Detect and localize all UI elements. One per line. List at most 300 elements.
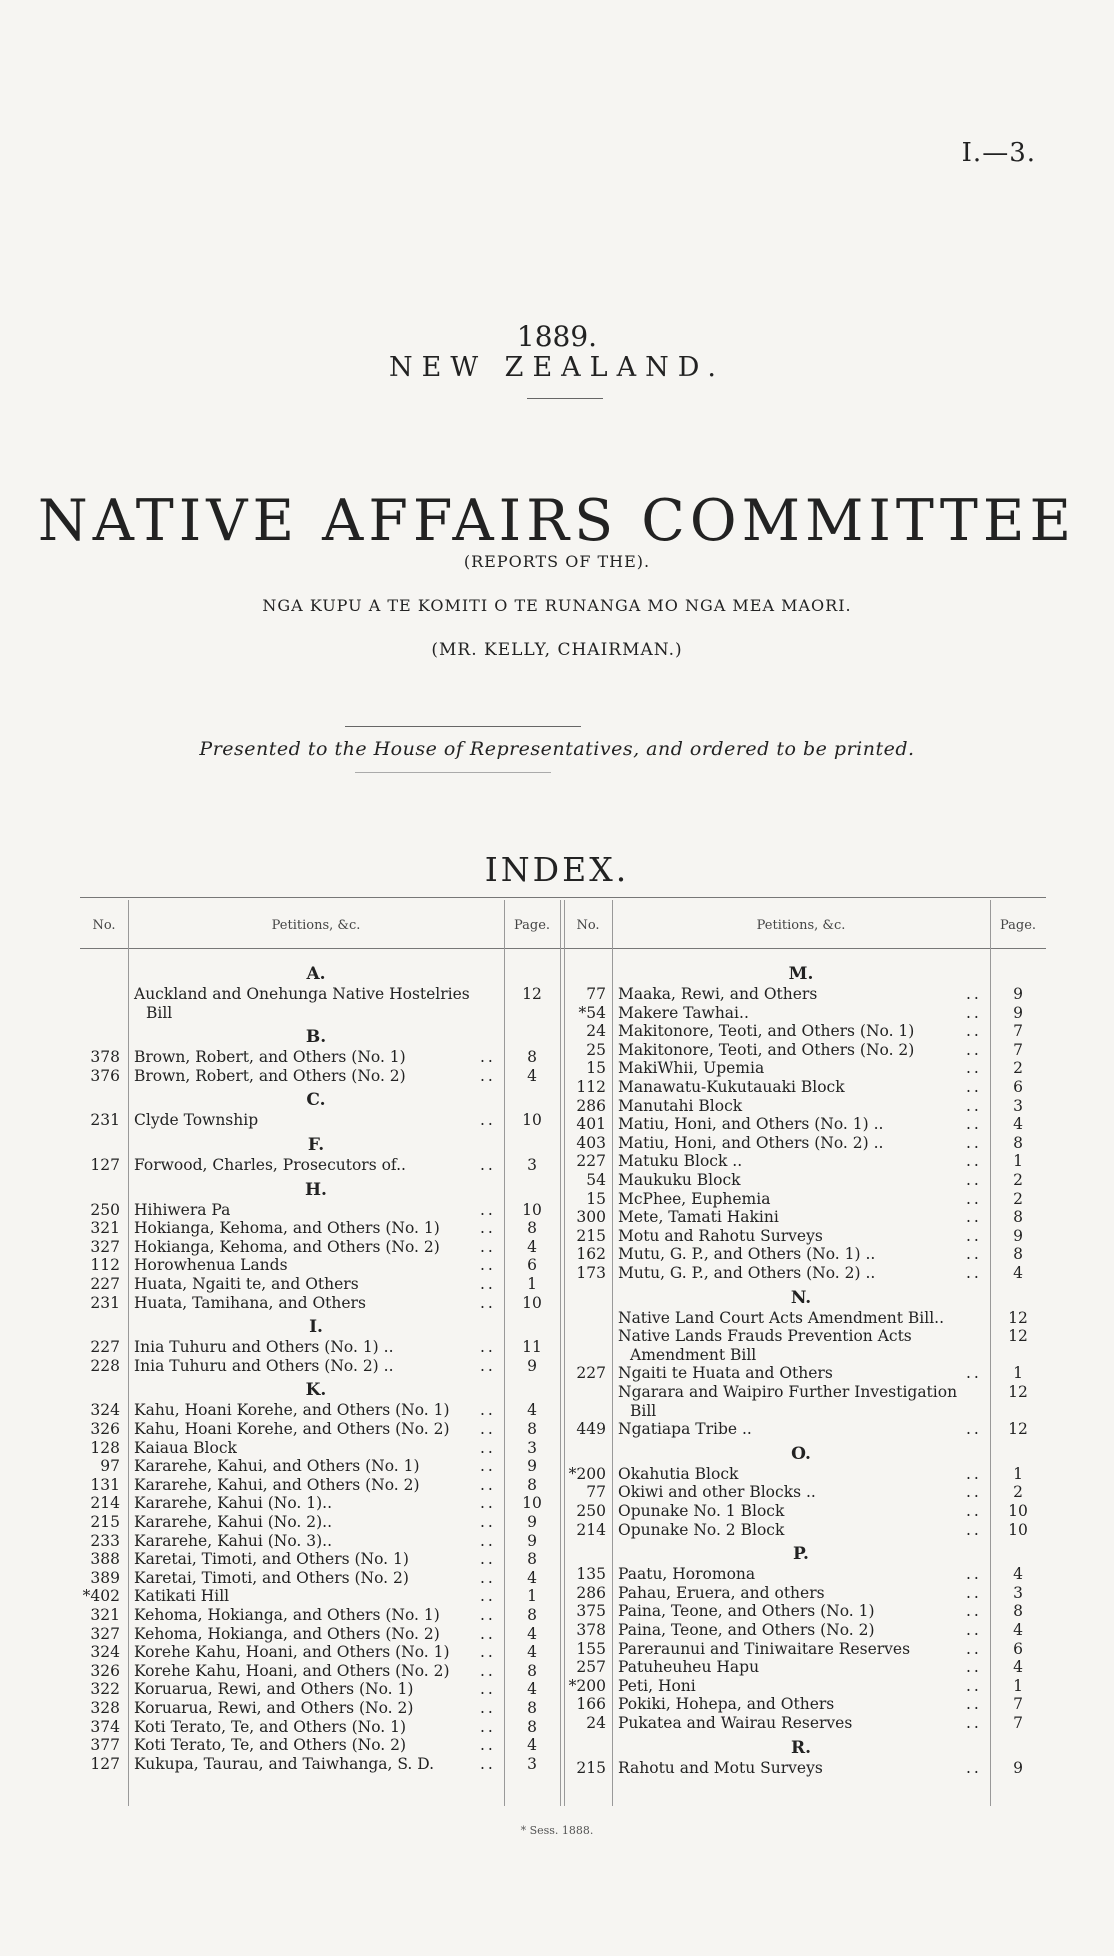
entry-number: 25 bbox=[586, 1040, 606, 1059]
entry-name: Peti, Honi bbox=[618, 1676, 696, 1695]
entry-page: 4 bbox=[1013, 1621, 1023, 1639]
entry-page: 4 bbox=[527, 1568, 537, 1587]
entry-name: Karetai, Timoti, and Others (No. 2) bbox=[134, 1568, 409, 1587]
entry-number: 77 bbox=[586, 1483, 606, 1502]
entry-name: Maukuku Block bbox=[618, 1171, 741, 1189]
entry-name: Pahau, Eruera, and others bbox=[618, 1583, 825, 1602]
entry-number: 321 bbox=[90, 1606, 120, 1624]
entry-number: 227 bbox=[90, 1338, 120, 1357]
leader-dots: .. bbox=[966, 1602, 982, 1621]
section-letter: K. bbox=[305, 1380, 327, 1401]
entry-name: Kukupa, Taurau, and Taiwhanga, S. D. bbox=[134, 1754, 435, 1773]
leader-dots: .. bbox=[966, 1226, 982, 1245]
entry-name: Forwood, Charles, Prosecutors of.. bbox=[134, 1156, 406, 1174]
entry-number: 328 bbox=[90, 1699, 120, 1717]
entry-number: 300 bbox=[576, 1208, 606, 1227]
leader-dots: .. bbox=[480, 1356, 496, 1375]
entry-number: 376 bbox=[90, 1066, 120, 1085]
entry-number: 127 bbox=[90, 1156, 120, 1174]
entry-number: 215 bbox=[576, 1758, 606, 1777]
entry-number: 24 bbox=[586, 1022, 606, 1041]
entry-number: 250 bbox=[90, 1200, 120, 1219]
entry-number: 327 bbox=[90, 1624, 120, 1643]
entry-name: Maaka, Rewi, and Others bbox=[618, 985, 818, 1003]
entry-name: Makitonore, Teoti, and Others (No. 1) bbox=[618, 1022, 915, 1041]
entry-page: 10 bbox=[522, 1111, 542, 1130]
entry-number: 214 bbox=[576, 1520, 606, 1539]
section-letter: N. bbox=[790, 1287, 812, 1308]
entry-page: 9 bbox=[527, 1457, 537, 1476]
entry-number: 374 bbox=[90, 1717, 120, 1736]
divider bbox=[355, 772, 551, 773]
leader-dots: .. bbox=[966, 1096, 982, 1115]
section-letter: B. bbox=[305, 1027, 327, 1048]
entry-page: 3 bbox=[1013, 1583, 1023, 1602]
entry-name: Ngatiapa Tribe .. bbox=[618, 1420, 752, 1439]
entry-number: 375 bbox=[576, 1602, 606, 1621]
leader-dots: .. bbox=[480, 1401, 496, 1420]
entry-page: 9 bbox=[527, 1356, 537, 1375]
leader-dots: .. bbox=[480, 1661, 496, 1680]
entry-name: Amendment Bill bbox=[630, 1345, 757, 1364]
entry-number: 127 bbox=[90, 1754, 120, 1773]
entry-number: 54 bbox=[586, 1171, 606, 1189]
entry-number: 227 bbox=[576, 1152, 606, 1171]
entry-number: 97 bbox=[100, 1457, 120, 1476]
entry-name: Kahu, Hoani Korehe, and Others (No. 2) bbox=[134, 1420, 450, 1438]
leader-dots: .. bbox=[966, 1714, 982, 1732]
entry-name: Paina, Teone, and Others (No. 1) bbox=[618, 1602, 875, 1621]
leader-dots: .. bbox=[480, 1624, 496, 1643]
leader-dots: .. bbox=[480, 1587, 496, 1606]
leader-dots: .. bbox=[480, 1048, 496, 1067]
entry-name: Kaiaua Block bbox=[134, 1438, 237, 1457]
leader-dots: .. bbox=[966, 1758, 982, 1777]
leader-dots: .. bbox=[480, 1531, 496, 1550]
entry-number: 324 bbox=[90, 1401, 120, 1420]
entry-number: 24 bbox=[586, 1714, 606, 1732]
entry-number: 377 bbox=[90, 1736, 120, 1755]
entry-name: Kehoma, Hokianga, and Others (No. 1) bbox=[134, 1606, 440, 1624]
entry-number: 389 bbox=[90, 1568, 120, 1587]
entry-name: Patuheuheu Hapu bbox=[618, 1658, 760, 1677]
entry-page: 7 bbox=[1013, 1022, 1023, 1041]
entry-number: 403 bbox=[576, 1133, 606, 1152]
leader-dots: .. bbox=[966, 1003, 982, 1022]
leader-dots: .. bbox=[480, 1420, 496, 1438]
leader-dots: .. bbox=[966, 1189, 982, 1208]
entry-name: Kararehe, Kahui (No. 3).. bbox=[134, 1531, 333, 1550]
entry-number: *54 bbox=[578, 1003, 606, 1022]
section-letter: H. bbox=[305, 1179, 327, 1200]
right-no-header: No. bbox=[576, 918, 600, 933]
entry-page: 2 bbox=[1013, 1483, 1023, 1502]
leader-dots: .. bbox=[966, 1133, 982, 1152]
entry-name: Paina, Teone, and Others (No. 2) bbox=[618, 1621, 875, 1639]
entry-number: 231 bbox=[90, 1293, 120, 1312]
leader-dots: .. bbox=[480, 1717, 496, 1736]
entry-page: 9 bbox=[1013, 985, 1023, 1003]
entry-page: 4 bbox=[527, 1643, 537, 1662]
leader-dots: .. bbox=[966, 1115, 982, 1134]
entry-page: 4 bbox=[1013, 1115, 1023, 1134]
leader-dots: .. bbox=[480, 1606, 496, 1624]
entry-page: 1 bbox=[1013, 1152, 1023, 1171]
entry-page: 4 bbox=[527, 1736, 537, 1755]
entry-name: Opunake No. 2 Block bbox=[618, 1520, 785, 1539]
section-letter: A. bbox=[306, 964, 326, 984]
entry-page: 8 bbox=[1013, 1602, 1023, 1621]
maori-title: NGA KUPU A TE KOMITI O TE RUNANGA MO NGA MEA MAORI. bbox=[262, 596, 852, 615]
entry-name: Horowhenua Lands bbox=[134, 1256, 288, 1275]
entry-page: 7 bbox=[1013, 1714, 1023, 1732]
document-reference: I.—3. bbox=[961, 138, 1036, 168]
entry-number: 162 bbox=[576, 1245, 606, 1264]
entry-page: 8 bbox=[1013, 1133, 1023, 1152]
entry-name: Hokianga, Kehoma, and Others (No. 1) bbox=[134, 1219, 440, 1238]
entry-name: Kehoma, Hokianga, and Others (No. 2) bbox=[134, 1624, 440, 1643]
entry-number: 286 bbox=[576, 1583, 606, 1602]
left-petitions-header: Petitions, &c. bbox=[271, 918, 361, 933]
entry-number: *200 bbox=[568, 1464, 606, 1483]
entry-number: 135 bbox=[576, 1565, 606, 1584]
entry-name: Native Land Court Acts Amendment Bill.. bbox=[618, 1308, 945, 1327]
leader-dots: .. bbox=[966, 1520, 982, 1539]
entry-page: 10 bbox=[522, 1200, 542, 1219]
leader-dots: .. bbox=[480, 1513, 496, 1531]
leader-dots: .. bbox=[966, 1078, 982, 1096]
entry-name: Inia Tuhuru and Others (No. 2) .. bbox=[134, 1356, 394, 1375]
leader-dots: .. bbox=[480, 1237, 496, 1256]
leader-dots: .. bbox=[480, 1457, 496, 1476]
entry-number: 112 bbox=[576, 1078, 606, 1096]
entry-page: 10 bbox=[522, 1494, 542, 1513]
entry-number: 227 bbox=[90, 1275, 120, 1293]
leader-dots: .. bbox=[480, 1066, 496, 1085]
entry-number: 173 bbox=[576, 1264, 606, 1282]
entry-number: 250 bbox=[576, 1502, 606, 1520]
entry-name: Katikati Hill bbox=[134, 1587, 230, 1606]
section-letter: I. bbox=[309, 1317, 323, 1338]
entry-page: 12 bbox=[1008, 1327, 1028, 1346]
leader-dots: .. bbox=[966, 1565, 982, 1584]
entry-name: Pareraunui and Tiniwaitare Reserves bbox=[618, 1639, 911, 1658]
entry-page: 3 bbox=[1013, 1096, 1023, 1115]
entry-name: Matiu, Honi, and Others (No. 1) .. bbox=[618, 1115, 884, 1134]
leader-dots: .. bbox=[966, 1483, 982, 1502]
entry-number: 214 bbox=[90, 1494, 120, 1513]
entry-page: 8 bbox=[527, 1550, 537, 1569]
entry-name: Inia Tuhuru and Others (No. 1) .. bbox=[134, 1338, 394, 1357]
entry-name: Bill bbox=[146, 1003, 173, 1022]
leader-dots: .. bbox=[480, 1256, 496, 1275]
entry-number: 449 bbox=[576, 1420, 606, 1439]
entry-number: 321 bbox=[90, 1219, 120, 1238]
entry-page: 8 bbox=[527, 1661, 537, 1680]
leader-dots: .. bbox=[966, 1040, 982, 1059]
entry-number: 388 bbox=[90, 1550, 120, 1569]
entry-name: Mete, Tamati Hakini bbox=[618, 1208, 779, 1227]
section-letter: O. bbox=[791, 1443, 811, 1464]
leader-dots: .. bbox=[966, 1152, 982, 1171]
left-no-header: No. bbox=[92, 918, 116, 933]
leader-dots: .. bbox=[480, 1275, 496, 1293]
entry-number: 227 bbox=[576, 1364, 606, 1383]
divider bbox=[527, 398, 603, 399]
entry-name: Koti Terato, Te, and Others (No. 1) bbox=[134, 1717, 407, 1736]
entry-name: MakiWhii, Upemia bbox=[618, 1059, 765, 1078]
entry-name: Kararehe, Kahui (No. 1).. bbox=[134, 1494, 333, 1513]
entry-page: 8 bbox=[1013, 1208, 1023, 1227]
entry-number: 401 bbox=[576, 1115, 606, 1134]
entry-name: Hokianga, Kehoma, and Others (No. 2) bbox=[134, 1237, 440, 1256]
entry-page: 1 bbox=[527, 1587, 537, 1606]
entry-page: 4 bbox=[1013, 1264, 1023, 1282]
document-subtitle: (REPORTS OF THE). bbox=[463, 552, 651, 571]
leader-dots: .. bbox=[480, 1736, 496, 1755]
leader-dots: .. bbox=[480, 1475, 496, 1494]
entry-page: 8 bbox=[1013, 1245, 1023, 1264]
entry-number: 231 bbox=[90, 1111, 120, 1130]
entry-page: 8 bbox=[527, 1699, 537, 1717]
entry-name: Okiwi and other Blocks .. bbox=[618, 1483, 816, 1502]
leader-dots: .. bbox=[480, 1156, 496, 1174]
document-title: NATIVE AFFAIRS COMMITTEE bbox=[37, 488, 1077, 554]
entry-page: 6 bbox=[1013, 1078, 1023, 1096]
entry-page: 2 bbox=[1013, 1189, 1023, 1208]
leader-dots: .. bbox=[966, 1059, 982, 1078]
entry-name: Paatu, Horomona bbox=[618, 1565, 756, 1584]
entry-name: Koruarua, Rewi, and Others (No. 1) bbox=[134, 1680, 414, 1699]
entry-number: 257 bbox=[576, 1658, 606, 1677]
leader-dots: .. bbox=[966, 1022, 982, 1041]
entry-page: 8 bbox=[527, 1219, 537, 1238]
entry-number: 131 bbox=[90, 1475, 120, 1494]
entry-name: Kahu, Hoani Korehe, and Others (No. 1) bbox=[134, 1401, 450, 1420]
entry-page: 1 bbox=[527, 1275, 537, 1293]
section-letter: R. bbox=[790, 1737, 812, 1758]
entry-page: 12 bbox=[522, 985, 542, 1003]
entry-name: Mutu, G. P., and Others (No. 2) .. bbox=[618, 1264, 876, 1282]
entry-page: 7 bbox=[1013, 1040, 1023, 1059]
entry-number: 15 bbox=[586, 1189, 606, 1208]
entry-number: 215 bbox=[90, 1513, 120, 1531]
entry-page: 4 bbox=[1013, 1565, 1023, 1584]
leader-dots: .. bbox=[966, 1639, 982, 1658]
presented-note: Presented to the House of Representatives, and ordered to be printed. bbox=[199, 738, 915, 760]
leader-dots: .. bbox=[480, 1200, 496, 1219]
entry-page: 8 bbox=[527, 1475, 537, 1494]
entry-page: 9 bbox=[527, 1513, 537, 1531]
section-letter: M. bbox=[788, 964, 814, 984]
entry-name: Clyde Township bbox=[134, 1111, 259, 1130]
entry-number: 77 bbox=[586, 985, 606, 1003]
entry-page: 1 bbox=[1013, 1464, 1023, 1483]
entry-page: 4 bbox=[527, 1066, 537, 1085]
leader-dots: .. bbox=[480, 1338, 496, 1357]
entry-name: Native Lands Frauds Prevention Acts bbox=[618, 1327, 912, 1346]
entry-name: Ngaiti te Huata and Others bbox=[618, 1364, 833, 1383]
section-letter: C. bbox=[306, 1090, 326, 1111]
entry-name: Mutu, G. P., and Others (No. 1) .. bbox=[618, 1245, 876, 1264]
entry-page: 9 bbox=[1013, 1003, 1023, 1022]
entry-page: 10 bbox=[522, 1293, 542, 1312]
entry-name: Koruarua, Rewi, and Others (No. 2) bbox=[134, 1699, 414, 1717]
entry-number: 128 bbox=[90, 1438, 120, 1457]
leader-dots: .. bbox=[480, 1111, 496, 1130]
entry-page: 3 bbox=[527, 1438, 537, 1457]
entry-number: 326 bbox=[90, 1661, 120, 1680]
entry-name: Manutahi Block bbox=[618, 1096, 743, 1115]
leader-dots: .. bbox=[966, 1245, 982, 1264]
entry-name: Matuku Block .. bbox=[618, 1152, 743, 1171]
entry-name: Hihiwera Pa bbox=[134, 1200, 231, 1219]
entry-page: 12 bbox=[1008, 1420, 1028, 1439]
entry-name: Brown, Robert, and Others (No. 1) bbox=[134, 1048, 406, 1067]
entry-number: 286 bbox=[576, 1096, 606, 1115]
entry-name: Pukatea and Wairau Reserves bbox=[618, 1714, 853, 1732]
section-letter: P. bbox=[793, 1544, 809, 1565]
entry-number: 324 bbox=[90, 1643, 120, 1662]
entry-number: 166 bbox=[576, 1695, 606, 1714]
entry-page: 8 bbox=[527, 1717, 537, 1736]
leader-dots: .. bbox=[966, 1208, 982, 1227]
entry-number: 327 bbox=[90, 1237, 120, 1256]
chairman: (MR. KELLY, CHAIRMAN.) bbox=[431, 640, 683, 660]
index-title: INDEX. bbox=[484, 850, 630, 889]
table-header-rule bbox=[80, 948, 1046, 949]
entry-name: McPhee, Euphemia bbox=[618, 1189, 771, 1208]
entry-number: *402 bbox=[82, 1587, 120, 1606]
leader-dots: .. bbox=[966, 1364, 982, 1383]
entry-page: 6 bbox=[527, 1256, 537, 1275]
leader-dots: .. bbox=[480, 1293, 496, 1312]
leader-dots: .. bbox=[480, 1494, 496, 1513]
entry-page: 4 bbox=[527, 1237, 537, 1256]
entry-page: 10 bbox=[1008, 1520, 1028, 1539]
leader-dots: .. bbox=[480, 1438, 496, 1457]
entry-name: Makere Tawhai.. bbox=[618, 1003, 749, 1022]
leader-dots: .. bbox=[966, 1464, 982, 1483]
entry-name: Auckland and Onehunga Native Hostelries bbox=[134, 985, 470, 1003]
entry-name: Okahutia Block bbox=[618, 1464, 739, 1483]
leader-dots: .. bbox=[966, 1621, 982, 1639]
leader-dots: .. bbox=[480, 1219, 496, 1238]
divider bbox=[345, 726, 581, 727]
entry-name: Makitonore, Teoti, and Others (No. 2) bbox=[618, 1040, 915, 1059]
entry-page: 9 bbox=[1013, 1758, 1023, 1777]
entry-page: 4 bbox=[527, 1401, 537, 1420]
entry-name: Rahotu and Motu Surveys bbox=[618, 1758, 823, 1777]
entry-page: 4 bbox=[1013, 1658, 1023, 1677]
column-rule bbox=[612, 900, 613, 1806]
entry-page: 9 bbox=[527, 1531, 537, 1550]
entry-name: Pokiki, Hohepa, and Others bbox=[618, 1695, 835, 1714]
entry-page: 12 bbox=[1008, 1383, 1028, 1401]
entry-name: Kararehe, Kahui, and Others (No. 2) bbox=[134, 1475, 420, 1494]
entry-page: 12 bbox=[1008, 1308, 1028, 1327]
entry-name: Karetai, Timoti, and Others (No. 1) bbox=[134, 1550, 409, 1569]
entry-name: Korehe Kahu, Hoani, and Others (No. 1) bbox=[134, 1643, 450, 1662]
entry-number: 322 bbox=[90, 1680, 120, 1699]
entry-name: Kararehe, Kahui (No. 2).. bbox=[134, 1513, 333, 1531]
leader-dots: .. bbox=[480, 1568, 496, 1587]
entry-number: 326 bbox=[90, 1420, 120, 1438]
entry-page: 7 bbox=[1013, 1695, 1023, 1714]
entry-number: 228 bbox=[90, 1356, 120, 1375]
entry-name: Kararehe, Kahui, and Others (No. 1) bbox=[134, 1457, 420, 1476]
leader-dots: .. bbox=[966, 1676, 982, 1695]
footnote: * Sess. 1888. bbox=[520, 1824, 594, 1837]
right-petitions-header: Petitions, &c. bbox=[756, 918, 846, 933]
left-page-header: Page. bbox=[513, 918, 551, 933]
entry-name: Manawatu-Kukutauaki Block bbox=[618, 1078, 845, 1096]
entry-name: Brown, Robert, and Others (No. 2) bbox=[134, 1066, 406, 1085]
entry-number: 155 bbox=[576, 1639, 606, 1658]
leader-dots: .. bbox=[480, 1550, 496, 1569]
entry-name: Korehe Kahu, Hoani, and Others (No. 2) bbox=[134, 1661, 450, 1680]
leader-dots: .. bbox=[480, 1680, 496, 1699]
entry-page: 1 bbox=[1013, 1364, 1023, 1383]
leader-dots: .. bbox=[966, 1583, 982, 1602]
entry-page: 1 bbox=[1013, 1676, 1023, 1695]
entry-number: 112 bbox=[90, 1256, 120, 1275]
table-top-rule bbox=[80, 897, 1046, 898]
leader-dots: .. bbox=[966, 1264, 982, 1282]
entry-page: 3 bbox=[527, 1754, 537, 1773]
leader-dots: .. bbox=[480, 1754, 496, 1773]
entry-name: Huata, Ngaiti te, and Others bbox=[134, 1275, 359, 1293]
entry-page: 4 bbox=[527, 1680, 537, 1699]
year: 1889. bbox=[516, 320, 598, 353]
entry-name: Huata, Tamihana, and Others bbox=[134, 1293, 366, 1312]
leader-dots: .. bbox=[966, 985, 982, 1003]
leader-dots: .. bbox=[966, 1502, 982, 1520]
entry-name: Ngarara and Waipiro Further Investigation bbox=[618, 1383, 958, 1401]
section-letter: F. bbox=[307, 1135, 325, 1155]
leader-dots: .. bbox=[966, 1420, 982, 1439]
entry-name: Opunake No. 1 Block bbox=[618, 1502, 785, 1520]
entry-number: 233 bbox=[90, 1531, 120, 1550]
entry-page: 4 bbox=[527, 1624, 537, 1643]
leader-dots: .. bbox=[966, 1658, 982, 1677]
entry-page: 9 bbox=[1013, 1226, 1023, 1245]
entry-page: 3 bbox=[527, 1156, 537, 1174]
entry-number: *200 bbox=[568, 1676, 606, 1695]
entry-page: 8 bbox=[527, 1048, 537, 1067]
entry-number: 215 bbox=[576, 1226, 606, 1245]
entry-name: Bill bbox=[630, 1401, 657, 1420]
leader-dots: .. bbox=[966, 1695, 982, 1714]
leader-dots: .. bbox=[480, 1699, 496, 1717]
entry-name: Koti Terato, Te, and Others (No. 2) bbox=[134, 1736, 407, 1755]
entry-page: 2 bbox=[1013, 1059, 1023, 1078]
entry-number: 378 bbox=[576, 1621, 606, 1639]
entry-number: 378 bbox=[90, 1048, 120, 1067]
entry-number: 15 bbox=[586, 1059, 606, 1078]
leader-dots: .. bbox=[480, 1643, 496, 1662]
entry-page: 11 bbox=[522, 1338, 542, 1357]
entry-page: 8 bbox=[527, 1420, 537, 1438]
right-page-header: Page. bbox=[999, 918, 1037, 933]
country: NEW ZEALAND. bbox=[389, 352, 725, 383]
entry-page: 10 bbox=[1008, 1502, 1028, 1520]
entry-page: 2 bbox=[1013, 1171, 1023, 1189]
leader-dots: .. bbox=[966, 1171, 982, 1189]
entry-page: 8 bbox=[527, 1606, 537, 1624]
entry-page: 6 bbox=[1013, 1639, 1023, 1658]
entry-name: Motu and Rahotu Surveys bbox=[618, 1226, 823, 1245]
